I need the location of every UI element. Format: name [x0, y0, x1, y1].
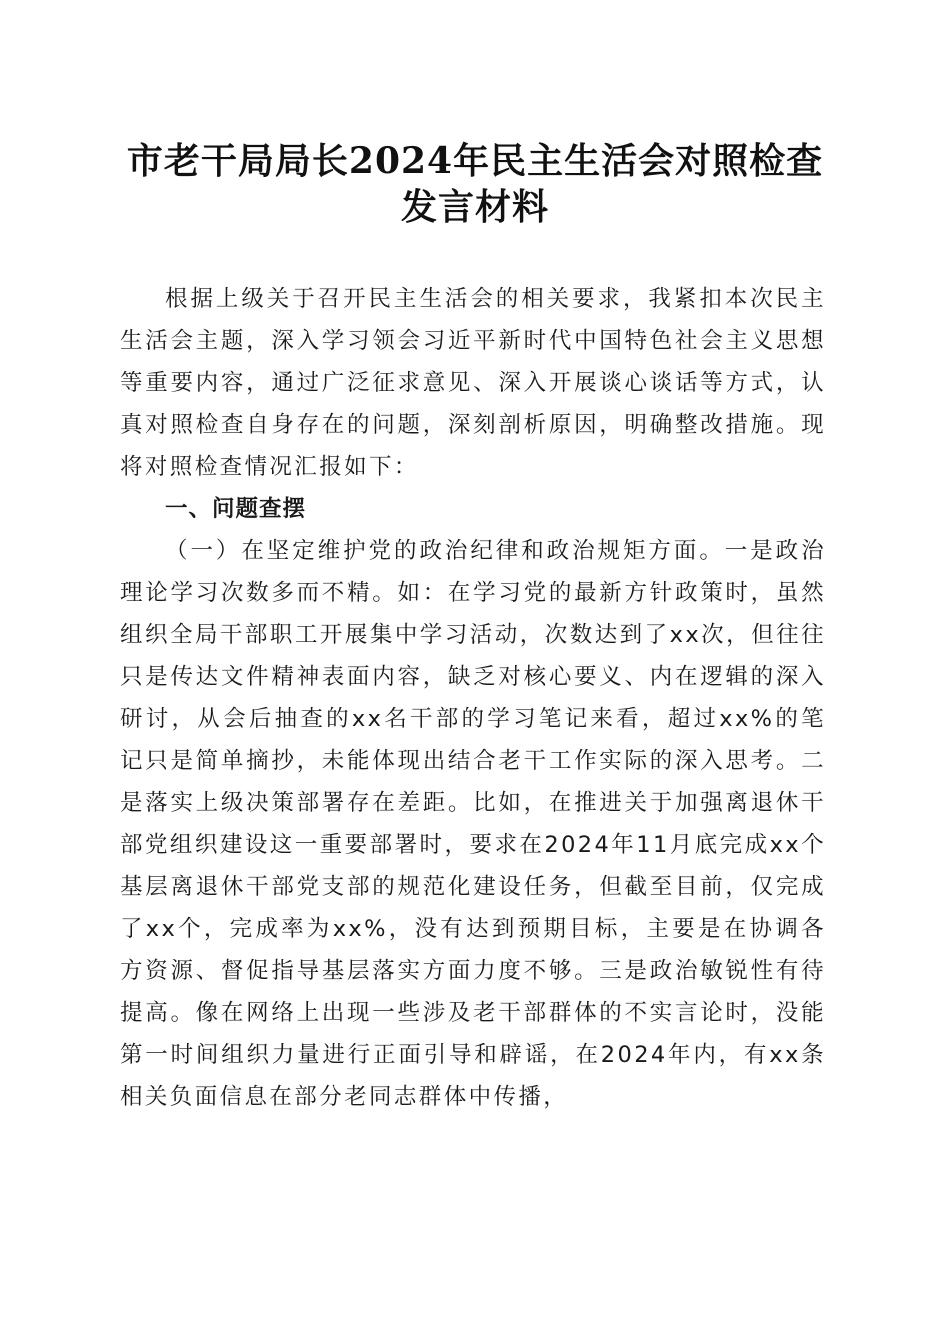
- document-body: [120, 278, 826, 1118]
- section-paragraph: （一）在坚定维护党的政治纪律和政治规矩方面。一是政治理论学习次数多而不精。如：在学习党的最新方针政策时，虽然组织全局干部职工开展集中学习活动，次数达到了xx次，但往往只是传达文件精神表面内容，缺乏对核心要义、内在逻辑的深入研讨，从会后抽查的xx名干部的学习笔记来看，超过xx%的笔记只是简单摘抄，未能体现出结合老干工作实际的深入思考。二是落实上级决策部署存在差距。比如，在推进关于加强离退休干部党组织建设这一重要部署时，要求在2024年11月底完成xx个基层离退休干部党支部的规范化建设任务，但截至目前，仅完成了xx个，完成率为xx%，没有达到预期目标，主要是在协调各方资源、督促指导基层落实方面力度不够。三是政治敏锐性有待提高。像在网络上出现一些涉及老干部群体的不实言论时，没能第一时间组织力量进行正面引导和辟谣，在2024年内，有xx条相关负面信息在部分老同志群体中传播，: [120, 538, 826, 1110]
- intro-paragraph: 根据上级关于召开民主生活会的相关要求，我紧扣本次民主生活会主题，深入学习领会习近平新时代中国特色社会主义思想等重要内容，通过广泛征求意见、深入开展谈心谈话等方式，认真对照检查自身存在的问题，深刻剖析原因，明确整改措施。现将对照检查情况汇报如下：: [120, 286, 826, 480]
- section-heading: 一、问题查摆: [165, 496, 307, 522]
- document-title: 市老干局局长2024年民主生活会对照检查发言材料: [126, 140, 824, 228]
